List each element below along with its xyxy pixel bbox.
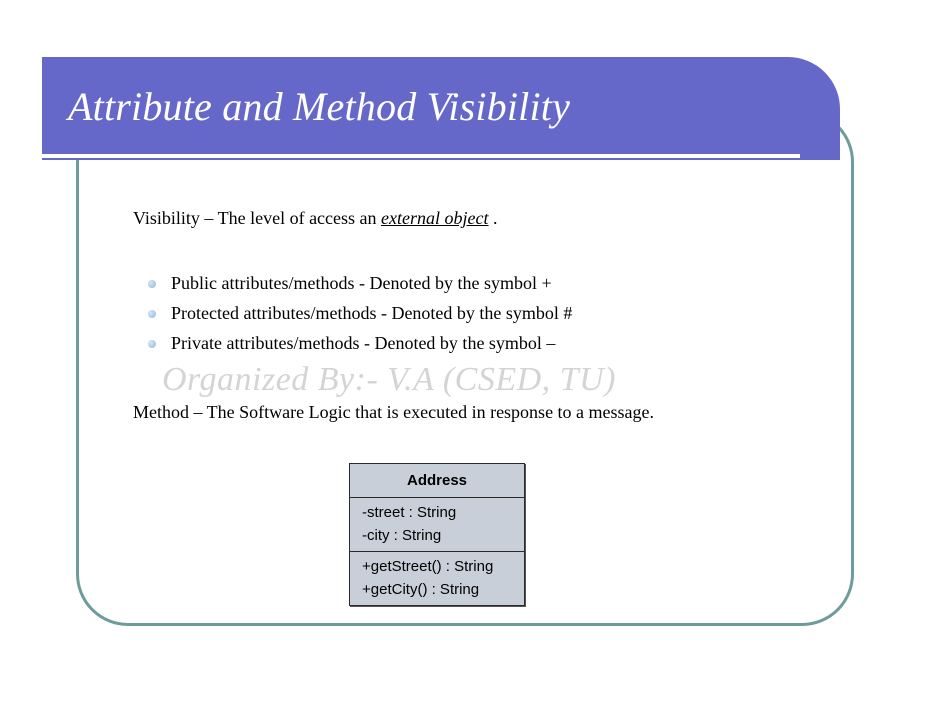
uml-attribute-street: -street : String <box>362 504 457 521</box>
bullet-dot-icon <box>148 310 156 318</box>
list-item-text: Public attributes/methods - Denoted by the symbol + <box>171 273 552 293</box>
list-item-private <box>148 332 572 362</box>
uml-attributes <box>350 498 524 551</box>
bullet-dot-icon <box>148 280 156 288</box>
uml-attribute-city: -city : String <box>362 527 442 544</box>
list-item-text: Private attributes/methods - Denoted by the symbol – <box>171 333 556 353</box>
method-definition: Method – The Software Logic that is executed in response to a message. <box>133 402 655 422</box>
bullet-dot-icon <box>148 340 156 348</box>
definition-prefix: Visibility – The level of access an <box>133 208 377 228</box>
list-item-text: Protected attributes/methods - Denoted by the symbol # <box>171 303 573 323</box>
definition-suffix: . <box>493 208 498 228</box>
uml-class-name: Address <box>350 464 524 498</box>
list-item-protected <box>148 302 572 332</box>
uml-methods <box>350 551 524 605</box>
list-item-public <box>148 272 572 302</box>
uml-method-get-city: +getCity() : String <box>362 581 480 598</box>
external-object-link[interactable]: external object <box>381 208 489 228</box>
slide-title: Attribute and Method Visibility <box>68 84 571 129</box>
uml-method-get-street: +getStreet() : String <box>362 558 494 575</box>
visibility-list <box>148 272 572 362</box>
title-underline <box>42 154 800 158</box>
visibility-definition <box>133 207 498 229</box>
watermark: Organized By:- V.A (CSED, TU) <box>162 361 616 398</box>
uml-class-box <box>349 463 525 606</box>
